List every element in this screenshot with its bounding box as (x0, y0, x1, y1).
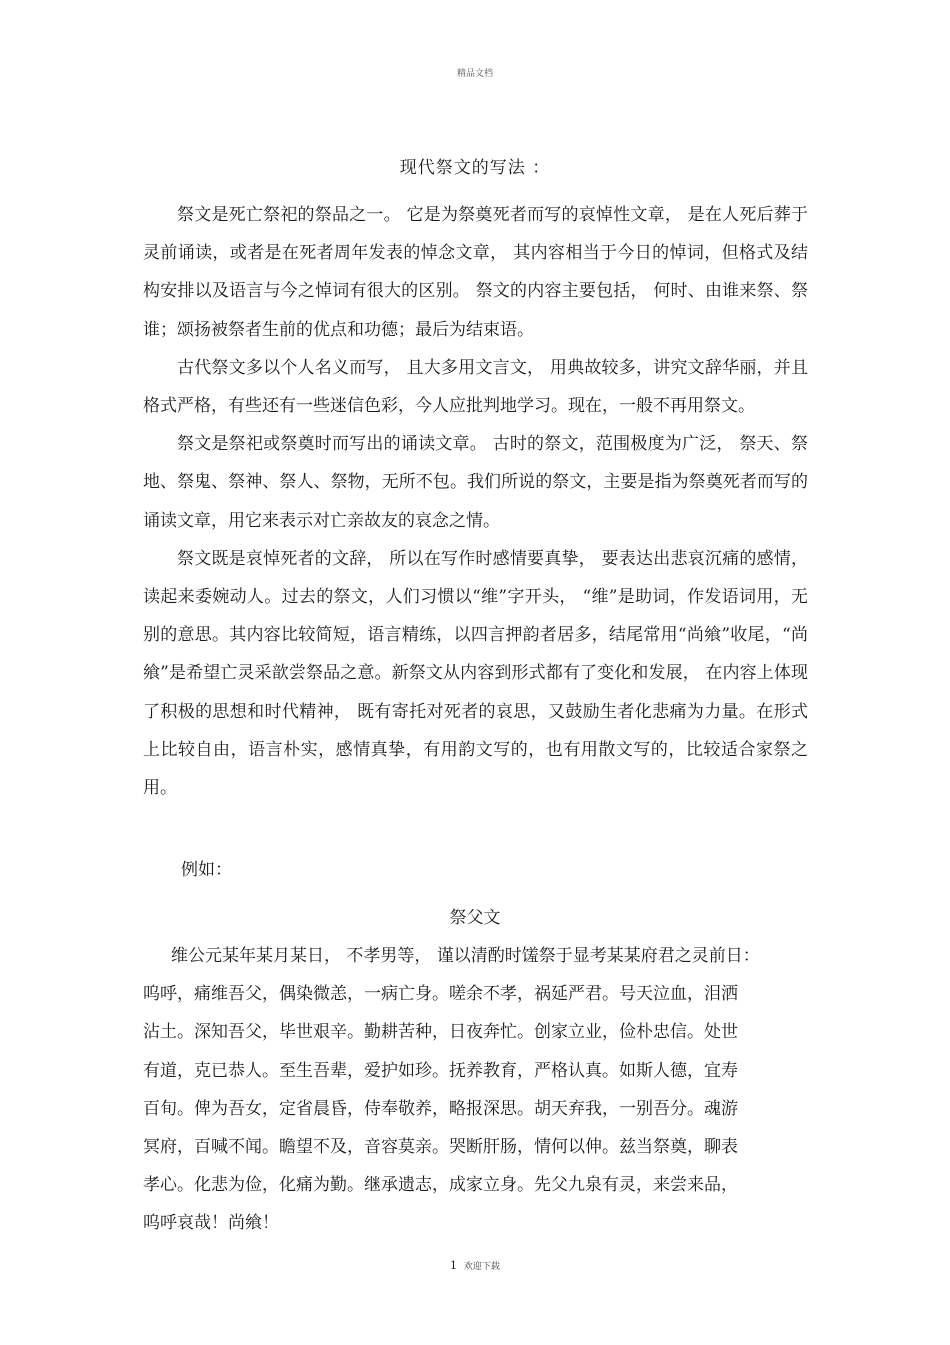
header-watermark: 精品文档 (456, 69, 493, 79)
poem-body (143, 937, 808, 1243)
poem-line: 呜呼，痛维吾父，偶染微恙，一病亡身。嗟余不孝，祸延严君。号天泣血，泪洒 (143, 984, 738, 1005)
poem-line: 百旬。俾为吾女，定省晨昏，侍奉敬养，略报深思。胡天弃我，一别吾分。魂游 (143, 1098, 738, 1119)
poem-line: 呜呼哀哉！尚飨！ (143, 1213, 279, 1234)
poem-line: 有道，克已恭人。至生吾辈，爱护如珍。抚养教育，严格认真。如斯人德，宜寿 (143, 1060, 738, 1081)
poem-line: 沾土。深知吾父，毕世艰辛。勤耕苦种，日夜奔忙。创家立业，俭朴忠信。处世 (143, 1022, 738, 1043)
article-body (143, 196, 808, 807)
page-title: 现代祭文的写法 ： (399, 158, 551, 178)
page-footer (0, 1259, 950, 1272)
paragraph-4: 祭文既是哀悼死者的文辞， 所以在写作时感情要真挚， 要表达出悲哀沉痛的感情，读起来委婉动人。过去的祭文，人们习惯以“维”字开头， “维”是助词，作发语词用，无别的意思。其内容比较简短，语言精练，以四言押韵者居多，结尾常用“尚飨”收尾，“尚飨”是希望亡灵采歆尝祭品之意。新祭文从内容到形式都有了变化和发展， 在内容上体现了积极的思想和时代精神， 既有寄托对死者的哀思，又鼓励生者化悲痛为力量。在形式上比较自由，语言朴实，感情真挚，有用韵文写的，也有用散文写的，比较适合家祭之用。 (143, 548, 808, 799)
example-label: 例如： (181, 860, 232, 880)
paragraph-3: 祭文是祭祀或祭奠时而写出的诵读文章。 古时的祭文，范围极度为广泛， 祭天、祭地、祭鬼、祭神、祭人、祭物，无所不包。我们所说的祭文，主要是指为祭奠死者而写的诵读文章，用它来表示对亡亲故友的哀念之情。 (143, 434, 808, 531)
paragraph-1: 祭文是死亡祭祀的祭品之一。 它是为祭奠死者而写的哀悼性文章， 是在人死后葬于灵前诵读，或者是在死者周年发表的悼念文章， 其内容相当于今日的悼词，但格式及结构安排以及语言与今之悼词有很大的区别。 祭文的内容主要包括， 何时、由谁来祭、祭谁；颂扬被祭者生前的优点和功德；最后为结束语。 (143, 205, 808, 340)
page-number: 1 (450, 1259, 458, 1272)
poem-title: 祭父文 (449, 908, 501, 928)
poem-line: 维公元某年某月某日， 不孝男等， 谨以清酌时馐祭于显考某某府君之灵前日： (171, 946, 760, 966)
poem-line: 冥府，百喊不闻。瞻望不及，音容莫亲。哭断肝肠，情何以伸。兹当祭奠，聊表 (143, 1137, 738, 1158)
paragraph-2: 古代祭文多以个人名义而写， 且大多用文言文， 用典故较多，讲究文辞华丽，并且格式严格，有些还有一些迷信色彩，今人应批判地学习。现在，一般不再用祭文。 (143, 357, 808, 417)
footer-text: 欢迎下载 (463, 1262, 500, 1272)
poem-line: 孝心。化悲为俭，化痛为勤。继承遗志，成家立身。先父九泉有灵，来尝来品， (143, 1175, 738, 1196)
